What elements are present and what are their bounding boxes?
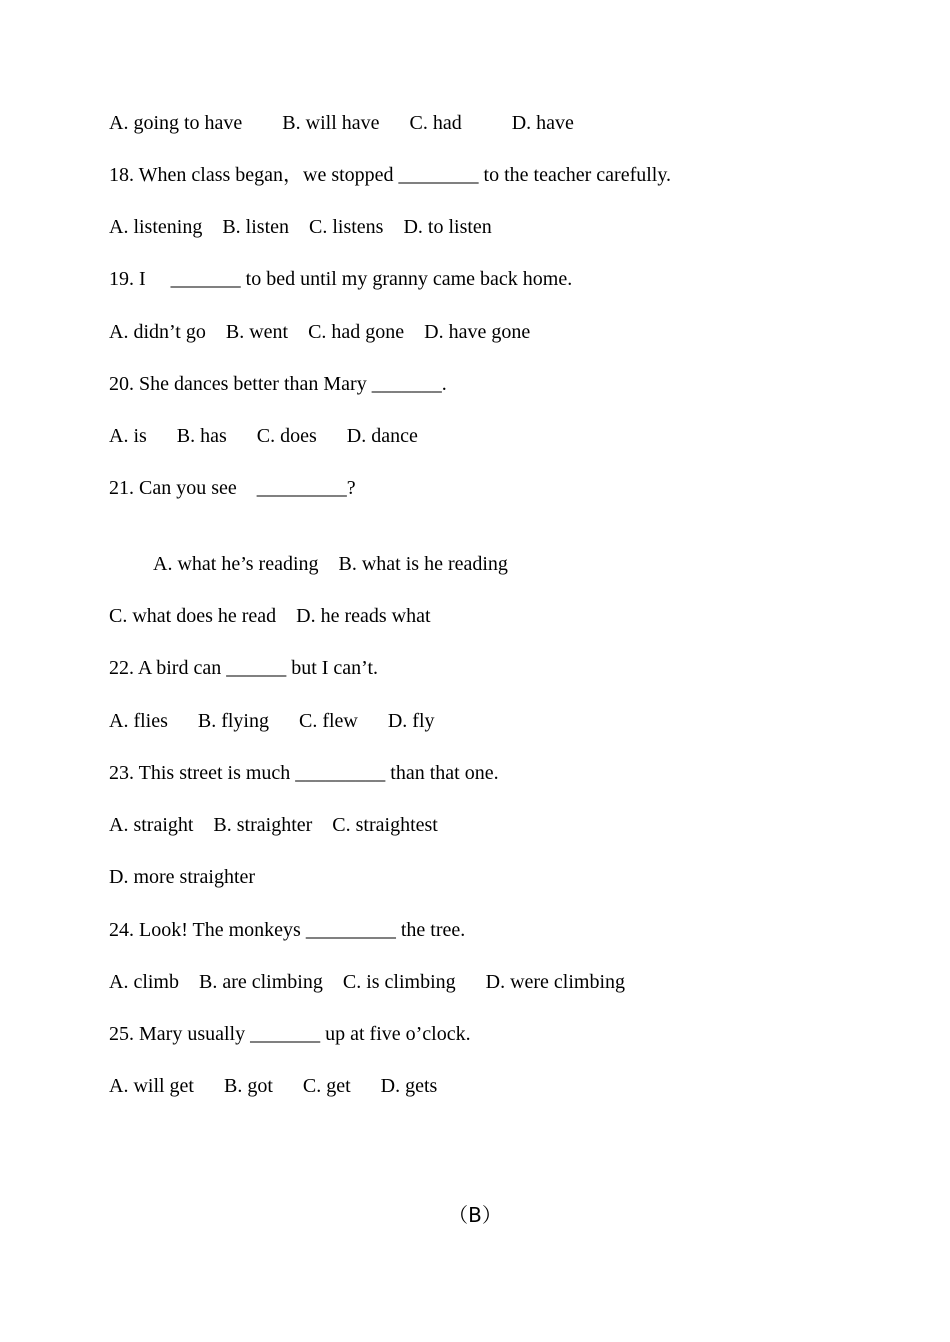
q18-options: A. listening B. listen C. listens D. to listen (109, 216, 492, 238)
q22-options: A. flies B. flying C. flew D. fly (109, 710, 435, 732)
page-footer-label: （B） (448, 1203, 502, 1227)
q22-question: 22. A bird can ______ but I can’t. (109, 657, 379, 679)
q24-options: A. climb B. are climbing C. is climbing D. were climbing (109, 971, 626, 993)
q24-question: 24. Look! The monkeys _________ the tree. (109, 919, 466, 941)
q17-options: A. going to have B. will have C. had D. have (109, 112, 574, 134)
q25-question: 25. Mary usually _______ up at five o’clock. (109, 1023, 471, 1045)
q20-question: 20. She dances better than Mary _______. (109, 373, 447, 395)
q19-question: 19. I _______ to bed until my granny came back home. (109, 268, 573, 290)
q21-options-cd: C. what does he read D. he reads what (109, 605, 431, 627)
q20-options: A. is B. has C. does D. dance (109, 425, 418, 447)
q23-option-d: D. more straighter (109, 866, 256, 888)
q21-question: 21. Can you see _________? (109, 477, 356, 499)
q18-question: 18. When class began，we stopped ________ to the teacher carefully. (109, 164, 672, 186)
q21-options-ab: A. what he’s reading B. what is he reading (153, 553, 508, 575)
q23-question: 23. This street is much _________ than that one. (109, 762, 499, 784)
q25-options: A. will get B. got C. get D. gets (109, 1075, 438, 1097)
q23-options-abc: A. straight B. straighter C. straightest (109, 814, 438, 836)
q19-options: A. didn’t go B. went C. had gone D. have gone (109, 321, 531, 343)
